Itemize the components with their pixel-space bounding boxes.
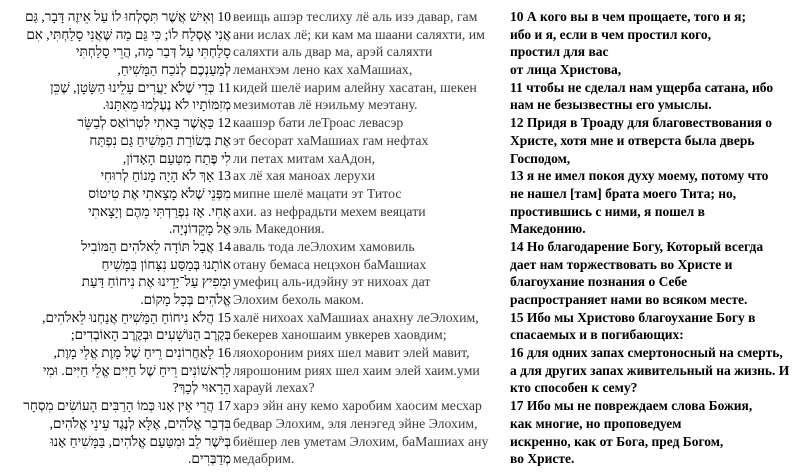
text-line: וּמֵפִיץ עַל־יָדֵינוּ אֶת נִיחוֹחַ דַּעַת xyxy=(81,274,231,290)
text-line: простил для вас xyxy=(510,44,609,60)
text-line: 10 וְאִישׁ אֲשֶׁר תִּסְלְחוּ לוֹ עַל אֵיזֶה דָּבָר, גַּם xyxy=(25,9,231,24)
text-line: סָלַחְתִּי עַל דְּבַר מָה, הֲרֵי סָלַחְתִּי xyxy=(75,44,231,60)
text-line: Македонию. xyxy=(510,221,586,237)
text-line: ахи. аз нефрадьти мехем веяцати xyxy=(233,203,426,219)
text-line: спасаемых и в погибающих: xyxy=(510,327,684,343)
text-line: 16 для одних запах смертоносный на смерть, xyxy=(510,345,783,361)
text-line: Элохим бехоль маком. xyxy=(233,292,364,307)
text-line: לְמַעַנְכֶם לְנֹכַח הַמָּשִׁיחַ, xyxy=(117,62,231,78)
text-line: медабрим. xyxy=(233,451,295,467)
text-line: леманхэм лено ках хаМашиах, xyxy=(233,62,413,78)
text-line: распространяет нами во всяком месте. xyxy=(510,292,748,307)
hebrew-text-column xyxy=(0,8,231,468)
text-line: бедвар Элохим, эля ленэгед эйне Элохим, xyxy=(233,415,478,431)
text-line: биёшер лев уметам Элохим, баМашиах ану xyxy=(233,433,489,449)
text-line: ани ислах лё; ки кам ма шаани саляхти, им xyxy=(233,26,485,42)
text-line: ах лё хая маноах лерухи xyxy=(233,168,375,184)
text-line: каашэр бати леТроас левасэр xyxy=(233,115,404,131)
text-line: 14 Но благодарение Богу, Который всегда xyxy=(510,238,764,254)
text-line: ли петах митам хаАдон, xyxy=(233,150,376,166)
text-line: халё нихоах хаМашиах анахну леЭлохим, xyxy=(233,309,479,325)
text-line: как многие, но проповедуем xyxy=(510,415,682,431)
text-line: 15 הֲלֹא נִיחוֹחַ הַמָּשִׁיחַ אֲנַחְנוּ לֵאלֹהִים, xyxy=(42,309,231,325)
text-line: אֲנִי אֶסְלַח לוֹ; כִּי גַּם מַה שֶּׁאֲנִי סָלַחְתִּי, אִם xyxy=(26,26,231,42)
text-line: בִּדְבַר אֱלֹהִים, אֶלָּא לְנֶגֶד עֵינֵי אֱלֹהִים, xyxy=(49,415,231,431)
text-line: 13 אַךְ לֹא הָיָה מָנוֹחַ לְרוּחִי xyxy=(100,168,231,184)
text-line: הָרָאוּי לְכָךְ? xyxy=(172,380,231,396)
text-line: харауй лехах? xyxy=(233,380,315,396)
text-line: не нашел [там] брата моего Тита; но, xyxy=(510,185,737,201)
text-line: לָרִאשׁוֹנִים רֵיחַ שֶׁל חַיִּים אֱלֵי חַיִּים. וּמִי xyxy=(42,362,231,378)
text-line: מִפְּנֵי שֶׁלֹא מָצָאתִי אֶת טִיטוֹס xyxy=(88,185,231,201)
text-line: кидей шелё иарим алейну хасатан, шекен xyxy=(233,79,477,95)
russian-translation-column xyxy=(510,8,799,468)
text-line: веищь ашэр теслиху лё аль изэ давар, гам xyxy=(233,9,478,24)
text-line: простившись с ними, я пошел в xyxy=(510,203,705,219)
text-line: бекерев ханошаим увкерев хаовдим; xyxy=(233,327,447,343)
text-line: אֶת בְּשׂוֹרַת הַמָּשִׁיחַ גַּם נִפְתַּח xyxy=(89,132,231,148)
text-line: אֶל מָקֵדוֹנְיָה. xyxy=(168,221,231,237)
transliteration-column xyxy=(233,8,505,468)
text-line: 13 я не имел покоя духу моему, потому что xyxy=(510,168,769,184)
text-line: 17 Ибо мы не повреждаем слова Божия, xyxy=(510,398,753,414)
text-line: мипне шелё мацати эт Титос xyxy=(233,185,402,201)
text-line: а для других запах живительный на жизнь. И xyxy=(510,362,790,378)
text-line: 15 Ибо мы Христово благоухание Богу в xyxy=(510,309,756,325)
text-line: 11 כְּדֵי שֶׁלֹא יַעֲרִים עָלֵינוּ הַשָּׂטָן, שֶׁכֵּן xyxy=(50,79,231,95)
text-line: Христе, хотя мне и отверста была дверь xyxy=(510,132,755,148)
text-line: умефиц аль-идэйну эт нихоах дат xyxy=(233,274,431,290)
text-line: מְזִמּוֹתָיו לֹא נֶעֶלְמוּ מֵאִתָּנוּ. xyxy=(102,97,231,113)
text-line: 17 הֲרֵי אֵין אָנוּ כְּמוֹ הָרַבִּים הָעוֹשִׂים מִסְחָר xyxy=(23,398,231,414)
text-line: אָחִי. אָז נִפְרַדְתִּי מֵהֶם וְיָצָאתִי xyxy=(88,203,231,219)
text-line: בְּקֶרֶב הַנּוֹשָׁעִים וּבְקֶרֶב הָאוֹבְדִים; xyxy=(70,327,231,343)
text-line: בְּיֹשֶׁר לֵב וּמִטַּעַם אֱלֹהִים, בַּמָּשִׁיחַ אָנוּ xyxy=(50,433,231,449)
text-line: 10 А кого вы в чем прощаете, того и я; xyxy=(510,9,746,24)
text-line: лярошоним риях шел хаим элей хаим.уми xyxy=(233,362,480,378)
text-line: эль Македония. xyxy=(233,221,325,237)
text-line: 11 чтобы не сделал нам ущерба сатана, ибо xyxy=(510,79,774,95)
text-line: Господом, xyxy=(510,150,571,166)
text-line: אוֹתָנוּ בְּמַסַּע נִצָּחוֹן בַּמָּשִׁיחַ xyxy=(101,256,231,272)
text-line: эт бесорат хаМашиах гам нефтах xyxy=(233,132,429,148)
text-line: нам не безызвестны его умыслы. xyxy=(510,97,712,113)
text-line: от лица Христова, xyxy=(510,62,622,78)
text-line: во Христе. xyxy=(510,451,575,467)
text-line: искренно, как от Бога, пред Богом, xyxy=(510,433,724,449)
text-line: ляохороним риях шел мавит элей мавит, xyxy=(233,345,470,361)
text-line: 14 אֲבָל תּוֹדָה לֵאלֹהִים הַמּוֹבִיל xyxy=(81,238,231,254)
text-line: לִי פֶּתַח מִטַּעַם הָאָדוֹן, xyxy=(122,150,231,166)
text-line: ибо и я, если в чем простил кого, xyxy=(510,26,712,42)
text-line: מְדַבְּרִים. xyxy=(188,451,231,467)
text-line: аваль тода леЭлохим хамовиль xyxy=(233,238,415,254)
text-line: дает нам торжествовать во Христе и xyxy=(510,256,733,272)
text-line: אֱלֹהִים בְּכָל מָקוֹם. xyxy=(140,292,231,307)
text-line: 12 Придя в Троаду для благовествования о xyxy=(510,115,773,131)
text-line: 12 כַּאֲשֶׁר בָּאתִי לִטְרוֹאַס לְבַשֵּׂר xyxy=(77,115,231,131)
text-line: кто способен к сему? xyxy=(510,380,638,396)
text-line: благоухание познания о Себе xyxy=(510,274,688,290)
text-line: отану бемаса нецэхон баМашиах xyxy=(233,256,427,272)
text-line: 16 לָאַחֲרוֹנִים רֵיחַ שֶׁל מָוֶת אֱלֵי מָוֶת, xyxy=(53,345,231,361)
text-line: мезимотав лё нэильму меэтану. xyxy=(233,97,418,113)
text-line: харэ эйн ану кемо харобим хаосим месхар xyxy=(233,398,482,414)
text-line: саляхти аль двар ма, арэй саляхти xyxy=(233,44,433,60)
